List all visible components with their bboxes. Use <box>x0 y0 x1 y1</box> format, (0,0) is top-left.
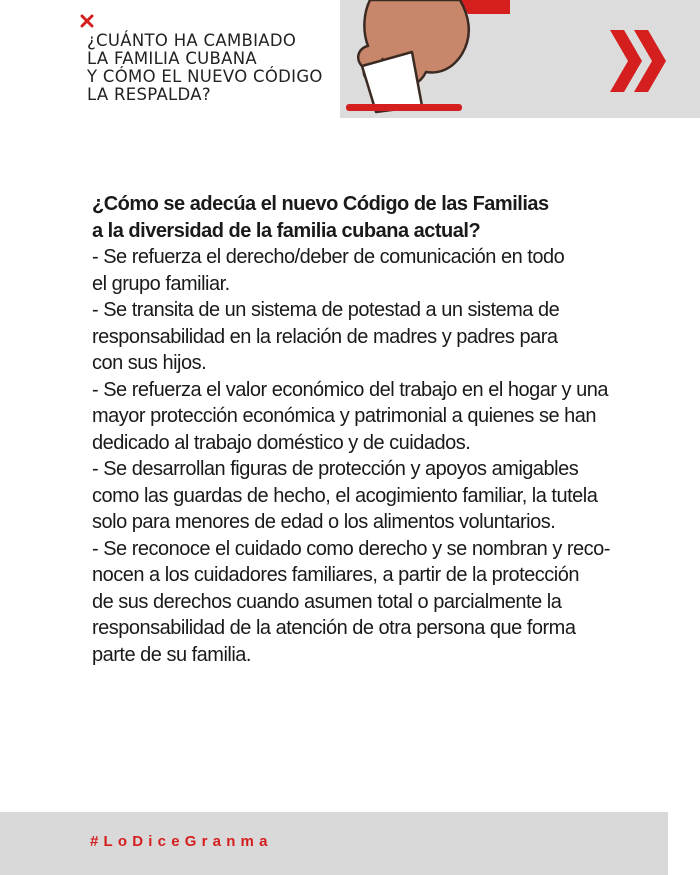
body-text-line: nocen a los cuidadores familiares, a partir de la protección <box>92 564 579 586</box>
hand-ballot-icon <box>340 0 510 118</box>
body-text-line: parte de su familia. <box>92 643 251 666</box>
body-text-line: - Se refuerza el derecho/deber de comunicación en todo <box>92 246 565 268</box>
body-text-line: dedicado al trabajo doméstico y de cuidados. <box>92 431 471 454</box>
body-text-line: - Se transita de un sistema de potestad a un sistema de <box>92 299 560 321</box>
body-text-line: - Se desarrollan figuras de protección y apoyos amigables <box>92 458 579 480</box>
body-text-line: el grupo familiar. <box>92 272 230 295</box>
header-title-line: LA RESPALDA? <box>87 85 211 104</box>
header-title-line: LA FAMILIA CUBANA <box>87 49 257 68</box>
body-text-line: como las guardas de hecho, el acogimiento familiar, la tutela <box>92 484 598 507</box>
body-text-line: responsabilidad de la atención de otra persona que forma <box>92 617 576 639</box>
close-x-icon <box>80 14 94 28</box>
body-text-line: responsabilidad en la relación de madres y padres para <box>92 325 558 348</box>
body-text-line: mayor protección económica y patrimonial a quienes se han <box>92 405 597 427</box>
question-line: a la diversidad de la familia cubana actual? <box>92 219 481 242</box>
article-body <box>92 191 682 668</box>
question-line: ¿Cómo se adecúa el nuevo Código de las Familias <box>92 193 549 215</box>
header-title-line: ¿CUÁNTO HA CAMBIADO <box>87 31 297 50</box>
footer-hashtag: #LoDiceGranma <box>90 833 273 850</box>
body-text-line: con sus hijos. <box>92 352 207 374</box>
body-text-line: solo para menores de edad o los alimentos voluntarios. <box>92 511 556 533</box>
double-chevron-right-icon <box>608 28 668 94</box>
body-text-line: - Se reconoce el cuidado como derecho y se nombran y reco- <box>92 537 610 560</box>
header-title-line: Y CÓMO EL NUEVO CÓDIGO <box>87 67 323 86</box>
header-title <box>87 32 337 104</box>
body-text-line: - Se refuerza el valor económico del trabajo en el hogar y una <box>92 378 608 401</box>
body-text-line: de sus derechos cuando asumen total o parcialmente la <box>92 590 562 613</box>
